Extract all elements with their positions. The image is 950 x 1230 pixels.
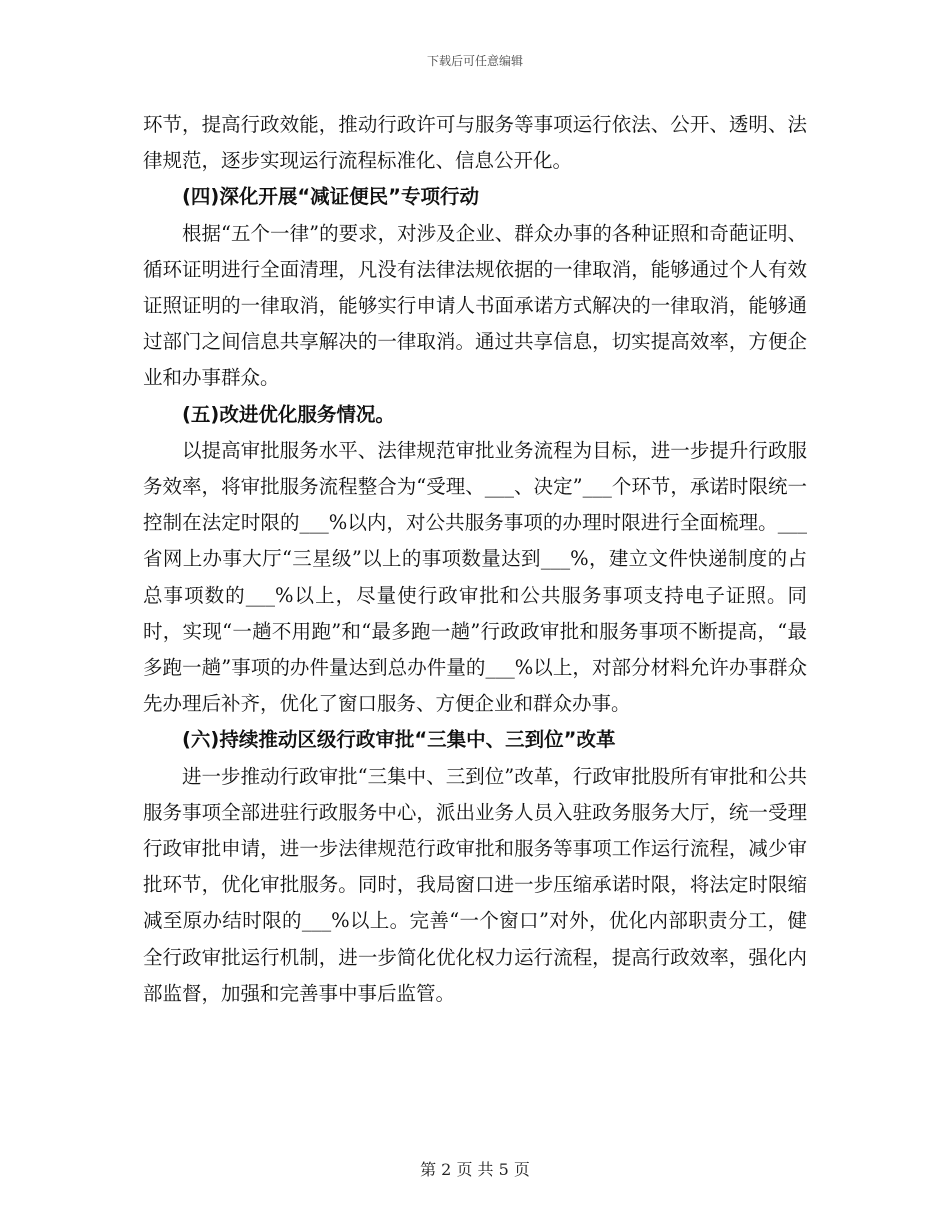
section-paragraph-6: 进一步推动行政审批“三集中、三到位”改革，行政审批股所有审批和公共服务事项全部进驻行政服务中心，派出业务人员入驻政务服务大厅，统一受理行政审批申请，进一步法律规范行政审批和服务等事项工作运行流程，减少审批环节，优化审批服务。同时，我局窗口进一步压缩承诺时限，将法定时限缩减至原办结时限的___%以上。完善“一个窗口”对外，优化内部职责分工，健全行政审批运行机制，进一步简化优化权力运行流程，提高行政效率，强化内部监督，加强和完善事中事后监管。 (143, 764, 807, 1005)
section-heading-4: (四)深化开展“减证便民”专项行动 (182, 185, 479, 209)
section-paragraph-5: 以提高审批服务水平、法律规范审批业务流程为目标，进一步提升行政服务效率，将审批服务流程整合为“受理、___、决定”___个环节，承诺时限统一控制在法定时限的___%以内，对公共服务事项的办理时限进行全面梳理。___省网上办事大厅“三星级”以上的事项数量达到___%，建立文件快递制度的占总事项数的___%以上，尽量使行政审批和公共服务事项支持电子证照。同时，实现“一趟不用跑”和“最多跑一趟”行政政审批和服务事项不断提高，“最多跑一趟”事项的办件量达到总办件量的___%以上，对部分材料允许办事群众先办理后补齐，优化了窗口服务、方便企业和群众办事。 (143, 438, 807, 716)
intro-paragraph: 环节，提高行政效能，推动行政许可与服务等事项运行依法、公开、透明、法律规范，逐步实现运行流程标准化、信息公开化。 (143, 113, 807, 173)
section-paragraph-4: 根据“五个一律”的要求，对涉及企业、群众办事的各种证照和奇葩证明、循环证明进行全面清理，凡没有法律法规依据的一律取消，能够通过个人有效证照证明的一律取消，能够实行申请人书面承诺方式解决的一律取消，能够通过部门之间信息共享解决的一律取消。通过共享信息，切实提高效率，方便企业和办事群众。 (143, 221, 807, 390)
page-number-footer: 第 2 页 共 5 页 (420, 1160, 530, 1179)
section-heading-6: (六)持续推动区级行政审批“三集中、三到位”改革 (182, 728, 616, 752)
document-body (143, 107, 807, 1012)
section-heading-5: (五)改进优化服务情况。 (182, 402, 395, 426)
page-header-note: 下载后可任意编辑 (426, 54, 523, 68)
